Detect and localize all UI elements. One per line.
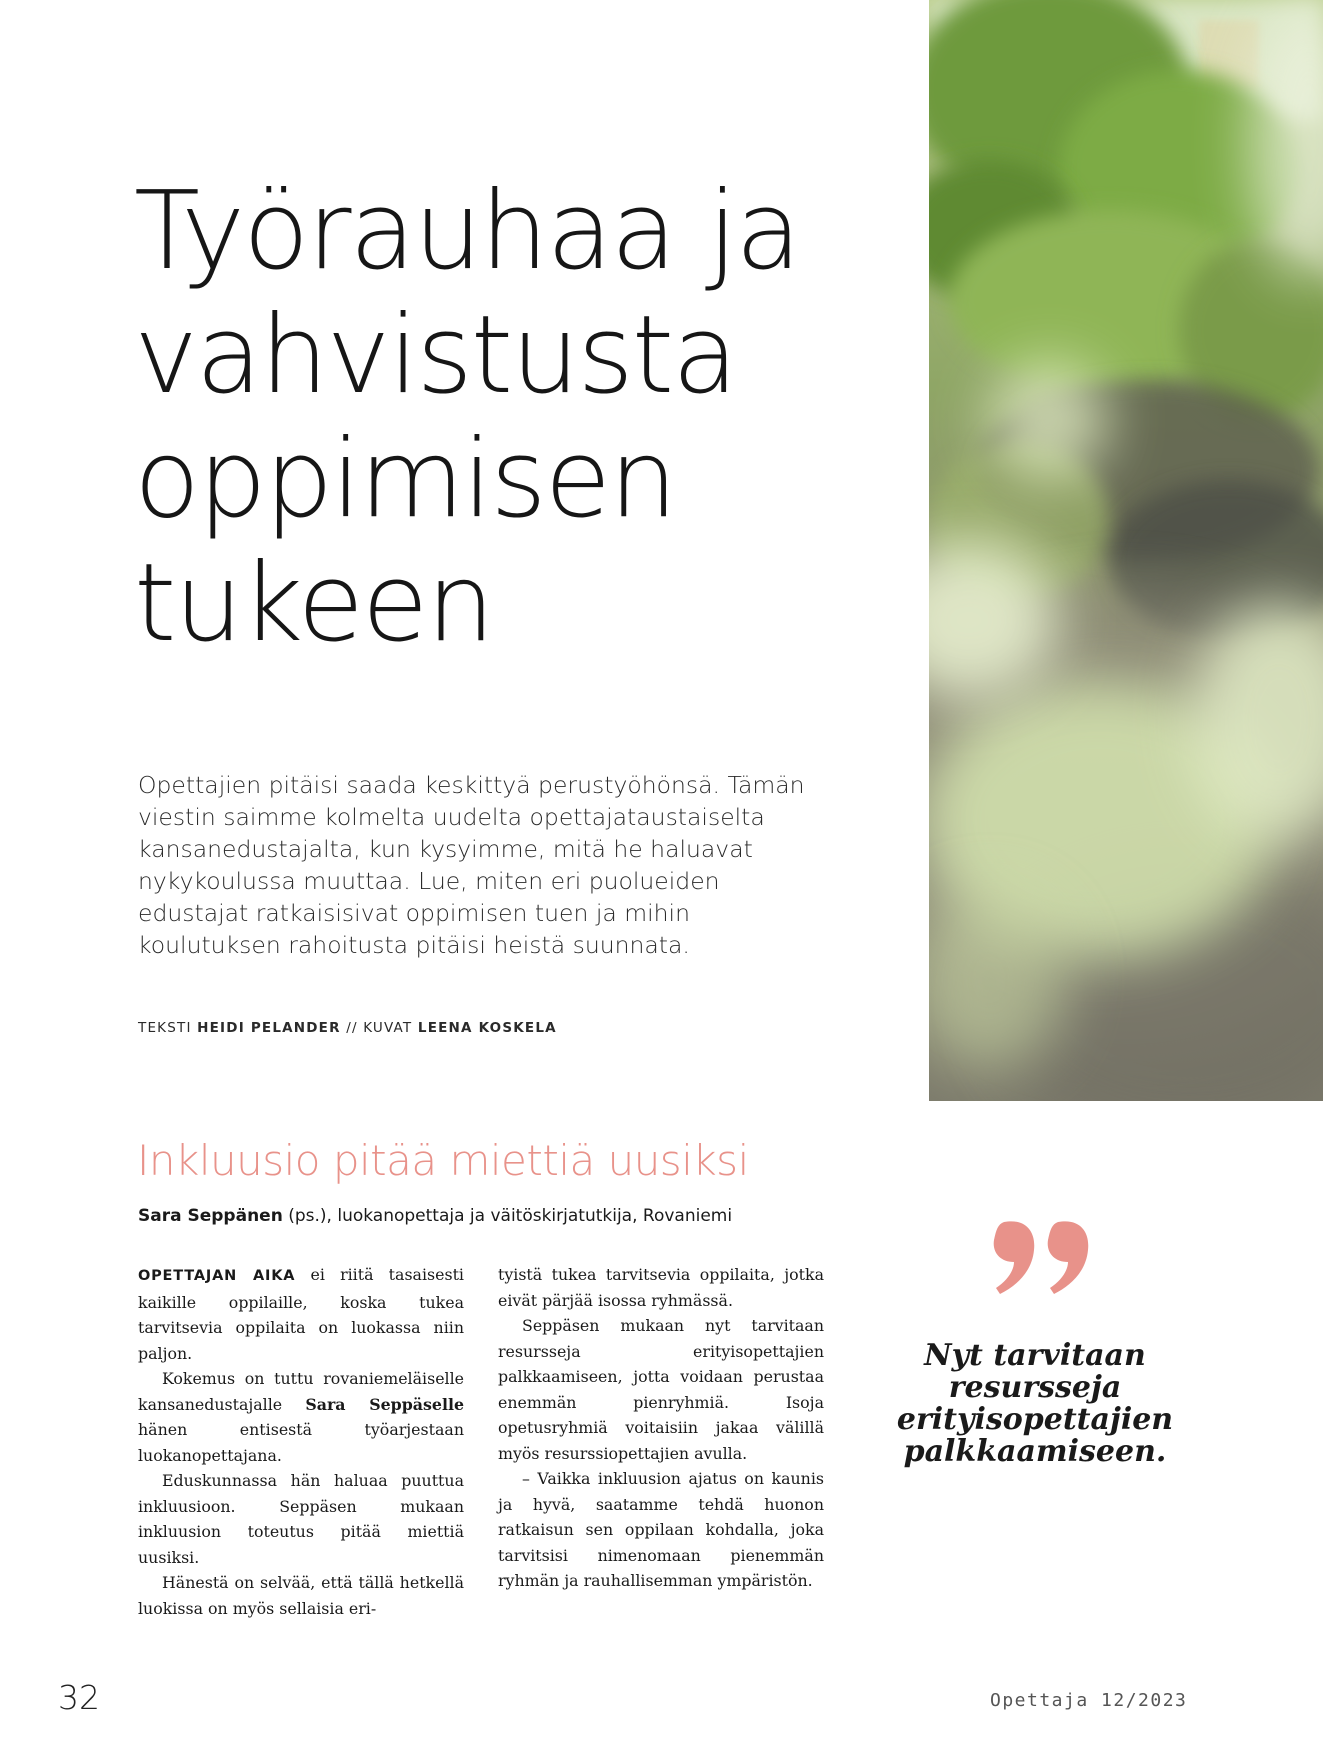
byline-name: Sara Seppänen xyxy=(138,1206,283,1226)
article-photo xyxy=(929,0,1323,1101)
article-lead-in: OPETTAJAN AIKA xyxy=(138,1268,296,1284)
article-paragraph: Hänestä on selvää, että tällä hetkellä luokissa on myös sellaisia eri- xyxy=(138,1573,464,1618)
headline-line: tukeen xyxy=(134,541,493,666)
byline xyxy=(138,1206,858,1226)
page-number: 32 xyxy=(58,1678,100,1717)
section-title: Inkluusio pitää miettiä uusiksi xyxy=(137,1136,749,1185)
article-paragraph: – Vaikka inkluusion ajatus on kaunis ja hyvä, saatamme tehdä huonon ratkaisun sen oppilaan kohdalla, joka tarvitsisi nimenomaan pienemmän ryhmän ja rauhallisemman ympäristön. xyxy=(498,1469,824,1590)
article-text: ei riitä tasaisesti kaikille oppilaille, koska tukea tarvitsevia oppilaita on luokassa niin paljon. xyxy=(138,1265,464,1363)
quote-mark-icon xyxy=(986,1210,1096,1320)
credits-text-author: HEIDI PELANDER xyxy=(197,1020,341,1036)
magazine-issue: Opettaja 12/2023 xyxy=(990,1690,1188,1711)
headline xyxy=(134,170,934,666)
lead-paragraph: Opettajien pitäisi saada keskittyä perustyöhönsä. Tämän viestin saimme kolmelta uudelta opettajataustaiselta kansanedustajalta, kun kysyimme, mitä he haluavat nykykoulussa muuttaa. Lue, miten eri puolueiden edustajat ratkaisisivat oppimisen tuen ja mihin koulutuksen rahoitusta pitäisi heistä suunnata. xyxy=(138,771,805,959)
article-person-name: Sara Seppäselle xyxy=(305,1394,464,1414)
article-paragraph xyxy=(138,1366,464,1468)
article-paragraph xyxy=(138,1262,464,1366)
article-text: hänen entisestä työarjestaan luokanopettajana. xyxy=(138,1420,464,1465)
pull-quote: Nyt tarvitaan resursseja erityisopettajien palkkaamiseen. xyxy=(896,1338,1174,1469)
credits-line xyxy=(138,1020,838,1036)
article-paragraph: Seppäsen mukaan nyt tarvitaan resursseja erityisopettajien palkkaamiseen, jotta voidaan perustaa enemmän pienryhmiä. Isoja opetusryhmiä voitaisiin jakaa välillä myös resurssiopettajien avulla. xyxy=(498,1316,824,1463)
article-text: Kokemus on tuttu rovaniemeläiselle kansanedustajalle xyxy=(138,1369,464,1414)
credits-photo-author: LEENA KOSKELA xyxy=(417,1020,557,1036)
article-paragraph: Eduskunnassa hän haluaa puuttua inkluusioon. Seppäsen mukaan inkluusion toteutus pitää miettiä uusiksi. xyxy=(138,1471,464,1567)
credits-separator: // xyxy=(346,1020,358,1036)
credits-text-label: TEKSTI xyxy=(138,1020,192,1036)
article-column-1 xyxy=(138,1262,464,1621)
headline-line: vahvistusta xyxy=(134,293,737,418)
credits-photo-label: KUVAT xyxy=(363,1020,413,1036)
article-paragraph: tyistä tukea tarvitsevia oppilaita, jotka eivät pärjää isossa ryhmässä. xyxy=(498,1265,824,1310)
byline-description: (ps.), luokanopettaja ja väitöskirjatutkija, Rovaniemi xyxy=(282,1206,733,1226)
headline-line: Työrauhaa ja xyxy=(134,169,800,294)
article-column-2 xyxy=(498,1262,824,1594)
headline-line: oppimisen xyxy=(134,417,676,542)
